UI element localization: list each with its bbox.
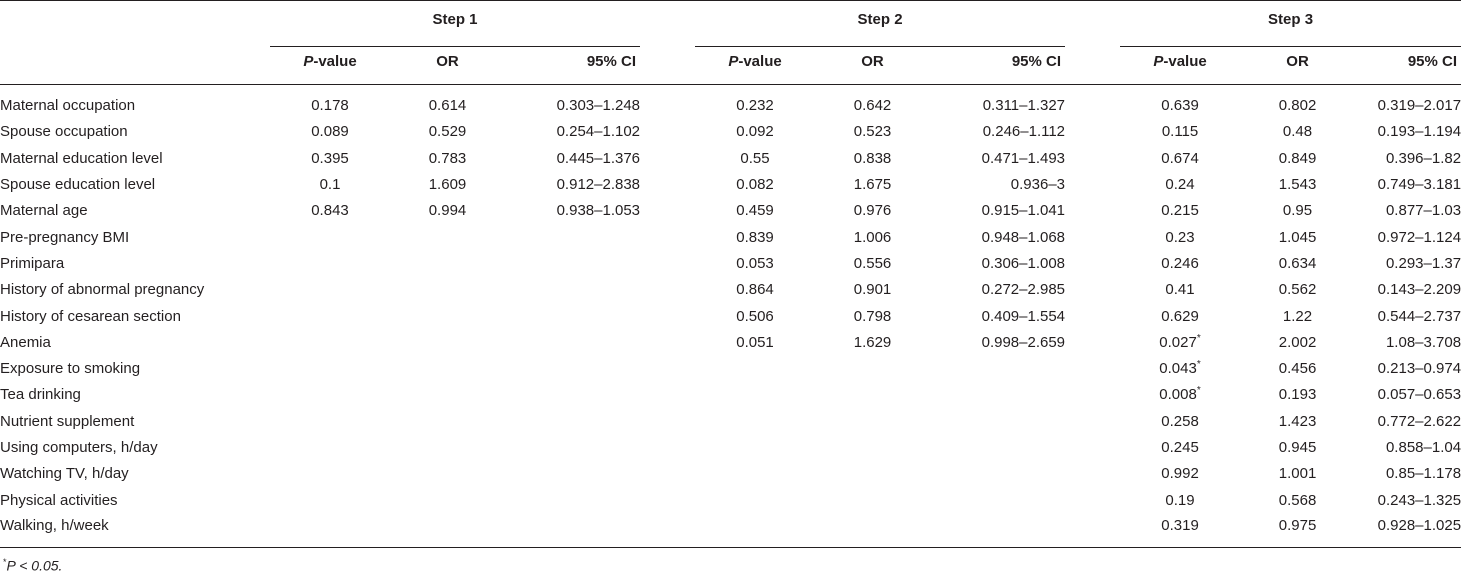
table-row bbox=[0, 513, 1461, 547]
row-label: Physical activities bbox=[0, 491, 118, 509]
column-gap bbox=[1065, 355, 1120, 381]
column-gap bbox=[1065, 434, 1120, 460]
p-value-cell bbox=[270, 329, 390, 355]
row-label: Walking, h/week bbox=[0, 513, 270, 547]
column-gap bbox=[1065, 93, 1120, 119]
column-gap bbox=[640, 382, 695, 408]
ci-header: 95% CI bbox=[1011, 53, 1062, 70]
or-cell bbox=[815, 382, 930, 408]
header-gap bbox=[640, 47, 695, 85]
ci-cell bbox=[930, 513, 1065, 547]
or-cell: 0.634 bbox=[1278, 254, 1317, 272]
row-label: Spouse occupation bbox=[0, 123, 128, 141]
or-cell: 0.95 bbox=[1282, 202, 1313, 220]
p-value-cell bbox=[695, 513, 815, 547]
ci-cell bbox=[930, 487, 1065, 513]
row-label: Maternal age bbox=[0, 202, 88, 220]
column-gap bbox=[1065, 487, 1120, 513]
or-cell bbox=[390, 487, 505, 513]
ci-header: 95% CI bbox=[1407, 53, 1458, 70]
table-row bbox=[0, 224, 1461, 250]
column-gap bbox=[640, 355, 695, 381]
p-value-header: P-value bbox=[728, 53, 782, 70]
p-value-cell bbox=[270, 461, 390, 487]
ci-cell: 0.915–1.041 bbox=[981, 202, 1066, 220]
ci-cell bbox=[505, 303, 640, 329]
p-value-cell: 0.674 bbox=[1161, 149, 1199, 167]
or-cell: 0.849 bbox=[1278, 149, 1317, 167]
significance-mark: * bbox=[1196, 359, 1201, 371]
column-gap bbox=[640, 408, 695, 434]
or-cell bbox=[390, 303, 505, 329]
p-value-cell: 0.24 bbox=[1165, 176, 1195, 194]
p-value-cell bbox=[270, 355, 390, 381]
column-gap bbox=[640, 224, 695, 250]
ci-cell: 1.08–3.708 bbox=[1385, 333, 1461, 351]
row-label: Exposure to smoking bbox=[0, 360, 141, 378]
column-header-row bbox=[0, 47, 1461, 85]
p-value-header: P-value bbox=[303, 53, 357, 70]
p-value-cell: 0.115 bbox=[1161, 123, 1199, 141]
p-value-cell: 0.839 bbox=[736, 228, 774, 246]
or-cell: 0.456 bbox=[1278, 360, 1317, 378]
p-value-cell: 0.232 bbox=[736, 97, 774, 115]
p-value-cell: 0.629 bbox=[1161, 307, 1199, 325]
or-cell: 1.609 bbox=[428, 176, 467, 194]
ci-cell bbox=[505, 329, 640, 355]
ci-cell bbox=[505, 250, 640, 276]
or-cell bbox=[815, 355, 930, 381]
table-row bbox=[0, 382, 1461, 408]
or-cell bbox=[815, 487, 930, 513]
table-row bbox=[0, 355, 1461, 381]
ci-cell bbox=[505, 355, 640, 381]
header-gap bbox=[1065, 1, 1120, 47]
row-label: History of cesarean section bbox=[0, 307, 181, 325]
table-row bbox=[0, 277, 1461, 303]
p-value-cell bbox=[695, 382, 815, 408]
p-value-cell: 0.027* bbox=[1159, 332, 1201, 351]
ci-header: 95% CI bbox=[586, 53, 637, 70]
p-value-cell bbox=[270, 303, 390, 329]
ci-cell: 0.858–1.04 bbox=[1385, 439, 1461, 456]
ci-cell: 0.311–1.327 bbox=[982, 97, 1066, 115]
column-gap bbox=[640, 119, 695, 145]
or-cell bbox=[390, 355, 505, 381]
p-value-cell bbox=[695, 408, 815, 434]
p-value-cell: 0.008* bbox=[1159, 385, 1201, 404]
ci-cell: 0.243–1.325 bbox=[1377, 491, 1461, 509]
p-value-cell: 0.1 bbox=[319, 176, 341, 194]
ci-cell: 0.213–0.974 bbox=[1377, 360, 1461, 378]
column-gap bbox=[640, 329, 695, 355]
p-value-cell: 0.41 bbox=[1165, 281, 1195, 299]
ci-cell: 0.928–1.025 bbox=[1355, 513, 1461, 547]
header-rule bbox=[0, 85, 1461, 93]
or-cell: 0.798 bbox=[853, 307, 892, 325]
or-cell bbox=[390, 250, 505, 276]
p-value-cell bbox=[270, 487, 390, 513]
column-gap bbox=[1065, 329, 1120, 355]
column-gap bbox=[1065, 461, 1120, 487]
table-row bbox=[0, 434, 1461, 460]
column-gap bbox=[1065, 408, 1120, 434]
ci-cell bbox=[930, 461, 1065, 487]
row-label: History of abnormal pregnancy bbox=[0, 281, 205, 299]
or-cell: 0.901 bbox=[853, 281, 892, 299]
column-gap bbox=[640, 198, 695, 224]
ci-cell: 0.057–0.653 bbox=[1377, 386, 1461, 404]
ci-cell bbox=[505, 277, 640, 303]
or-cell: 1.543 bbox=[1278, 176, 1317, 194]
significance-mark: * bbox=[1196, 332, 1201, 344]
ci-cell bbox=[930, 434, 1065, 460]
ci-cell: 0.143–2.209 bbox=[1377, 281, 1461, 299]
row-label: Anemia bbox=[0, 333, 51, 351]
ci-cell: 0.306–1.008 bbox=[981, 254, 1066, 272]
header-gap bbox=[1065, 47, 1120, 85]
p-value-cell bbox=[695, 487, 815, 513]
ci-cell: 0.972–1.124 bbox=[1377, 228, 1461, 246]
footnote bbox=[3, 557, 62, 574]
or-cell: 0.945 bbox=[1278, 439, 1317, 456]
or-cell: 1.006 bbox=[853, 228, 892, 246]
or-cell bbox=[390, 434, 505, 460]
ci-cell: 0.936–3 bbox=[1010, 176, 1066, 194]
header-gap bbox=[640, 1, 695, 47]
row-label: Maternal education level bbox=[0, 149, 163, 167]
or-cell bbox=[390, 513, 505, 547]
or-cell: 0.783 bbox=[428, 149, 467, 167]
p-value-cell bbox=[270, 250, 390, 276]
ci-cell bbox=[505, 382, 640, 408]
or-cell: 0.48 bbox=[1282, 123, 1313, 141]
or-cell: 0.838 bbox=[853, 149, 892, 167]
ci-cell: 0.772–2.622 bbox=[1377, 412, 1461, 430]
table-row bbox=[0, 119, 1461, 145]
ci-cell: 0.445–1.376 bbox=[556, 149, 641, 167]
ci-cell: 0.319–2.017 bbox=[1377, 97, 1461, 115]
row-label: Maternal occupation bbox=[0, 97, 136, 115]
column-gap bbox=[1065, 513, 1120, 547]
or-cell: 2.002 bbox=[1278, 333, 1317, 351]
or-cell: 0.193 bbox=[1278, 386, 1317, 404]
ci-cell: 0.396–1.82 bbox=[1385, 149, 1461, 167]
row-label: Primipara bbox=[0, 254, 65, 272]
row-label: Tea drinking bbox=[0, 386, 81, 404]
p-value-header: P-value bbox=[1153, 53, 1207, 70]
step-2-header: Step 2 bbox=[695, 1, 1065, 47]
p-value-cell: 0.082 bbox=[736, 176, 774, 194]
p-value-cell: 0.992 bbox=[1161, 465, 1199, 483]
table-row bbox=[0, 487, 1461, 513]
or-cell bbox=[815, 461, 930, 487]
ci-cell bbox=[505, 408, 640, 434]
or-header: OR bbox=[1286, 53, 1309, 70]
table-row bbox=[0, 408, 1461, 434]
or-cell: 0.523 bbox=[853, 123, 892, 141]
or-cell: 0.642 bbox=[853, 97, 892, 115]
ci-cell bbox=[505, 461, 640, 487]
table-row bbox=[0, 329, 1461, 355]
column-gap bbox=[640, 250, 695, 276]
column-gap bbox=[640, 145, 695, 171]
p-value-cell: 0.053 bbox=[736, 254, 774, 272]
p-value-cell bbox=[695, 434, 815, 460]
or-cell bbox=[390, 408, 505, 434]
column-gap bbox=[1065, 382, 1120, 408]
table-row bbox=[0, 461, 1461, 487]
table-body bbox=[0, 85, 1461, 548]
or-cell: 0.802 bbox=[1278, 97, 1317, 115]
empty-header-cell bbox=[0, 1, 270, 47]
footnote-text: P < 0.05. bbox=[6, 557, 63, 574]
column-gap bbox=[1065, 171, 1120, 197]
ci-cell: 0.948–1.068 bbox=[981, 228, 1066, 246]
or-cell: 0.562 bbox=[1278, 281, 1317, 299]
ci-cell bbox=[505, 513, 640, 547]
column-gap bbox=[1065, 277, 1120, 303]
p-value-cell: 0.395 bbox=[311, 149, 349, 167]
column-gap bbox=[1065, 145, 1120, 171]
ci-cell bbox=[930, 355, 1065, 381]
row-label: Pre-pregnancy BMI bbox=[0, 228, 130, 246]
or-cell bbox=[390, 329, 505, 355]
p-value-cell bbox=[270, 382, 390, 408]
or-cell: 1.675 bbox=[853, 176, 892, 194]
p-value-cell: 0.245 bbox=[1161, 439, 1199, 456]
p-value-cell: 0.051 bbox=[736, 333, 774, 351]
row-label: Watching TV, h/day bbox=[0, 465, 129, 483]
ci-cell: 0.246–1.112 bbox=[982, 123, 1066, 141]
p-value-cell bbox=[695, 461, 815, 487]
or-cell bbox=[390, 277, 505, 303]
ci-cell bbox=[505, 487, 640, 513]
or-cell bbox=[390, 224, 505, 250]
p-value-cell: 0.092 bbox=[736, 123, 774, 141]
ci-cell: 0.193–1.194 bbox=[1377, 123, 1461, 141]
footnote-mark: * bbox=[3, 557, 7, 567]
or-cell bbox=[815, 408, 930, 434]
ci-cell: 0.293–1.37 bbox=[1385, 254, 1461, 272]
row-label: Using computers, h/day bbox=[0, 439, 158, 456]
or-cell: 0.556 bbox=[853, 254, 892, 272]
step-1-header: Step 1 bbox=[270, 1, 640, 47]
p-value-cell: 0.639 bbox=[1161, 97, 1199, 115]
or-header: OR bbox=[436, 53, 459, 70]
column-gap bbox=[640, 487, 695, 513]
or-cell bbox=[815, 434, 930, 460]
table-row bbox=[0, 171, 1461, 197]
row-label: Nutrient supplement bbox=[0, 412, 135, 430]
significance-mark: * bbox=[1196, 385, 1201, 397]
p-value-cell bbox=[695, 355, 815, 381]
p-value-cell: 0.246 bbox=[1161, 254, 1199, 272]
ci-cell: 0.85–1.178 bbox=[1385, 465, 1461, 483]
column-gap bbox=[1065, 224, 1120, 250]
p-value-cell: 0.215 bbox=[1161, 202, 1199, 220]
or-cell bbox=[390, 382, 505, 408]
or-cell bbox=[815, 513, 930, 547]
p-value-cell bbox=[270, 434, 390, 460]
table-row bbox=[0, 303, 1461, 329]
table-row bbox=[0, 93, 1461, 119]
empty-header-cell bbox=[0, 47, 270, 85]
or-header: OR bbox=[861, 53, 884, 70]
p-value-cell: 0.55 bbox=[740, 149, 770, 167]
row-label: Spouse education level bbox=[0, 176, 156, 194]
column-gap bbox=[640, 171, 695, 197]
ci-cell: 0.409–1.554 bbox=[981, 307, 1066, 325]
column-gap bbox=[640, 93, 695, 119]
or-cell: 1.22 bbox=[1282, 307, 1313, 325]
table-row bbox=[0, 145, 1461, 171]
table-row bbox=[0, 250, 1461, 276]
p-value-cell: 0.089 bbox=[311, 123, 349, 141]
ci-cell: 0.471–1.493 bbox=[981, 149, 1066, 167]
column-gap bbox=[1065, 250, 1120, 276]
p-value-cell: 0.19 bbox=[1165, 491, 1195, 509]
column-gap bbox=[1065, 303, 1120, 329]
ci-cell bbox=[930, 382, 1065, 408]
ci-cell bbox=[505, 434, 640, 460]
p-value-cell: 0.843 bbox=[311, 202, 349, 220]
p-value-cell bbox=[270, 408, 390, 434]
or-cell: 1.045 bbox=[1278, 228, 1317, 246]
column-gap bbox=[640, 461, 695, 487]
column-gap bbox=[640, 513, 695, 547]
column-gap bbox=[1065, 198, 1120, 224]
ci-cell: 0.272–2.985 bbox=[981, 281, 1066, 299]
ci-cell: 0.877–1.03 bbox=[1385, 202, 1461, 220]
ci-cell: 0.938–1.053 bbox=[556, 202, 641, 220]
table-row bbox=[0, 198, 1461, 224]
column-gap bbox=[1065, 119, 1120, 145]
ci-cell: 0.749–3.181 bbox=[1377, 176, 1461, 194]
column-gap bbox=[640, 303, 695, 329]
or-cell: 0.614 bbox=[428, 97, 467, 115]
ci-cell bbox=[505, 224, 640, 250]
p-value-cell: 0.506 bbox=[736, 307, 774, 325]
p-value-cell: 0.178 bbox=[311, 97, 349, 115]
ci-cell: 0.912–2.838 bbox=[556, 176, 641, 194]
p-value-cell: 0.258 bbox=[1161, 412, 1199, 430]
p-value-cell bbox=[270, 224, 390, 250]
step-header-row bbox=[0, 1, 1461, 47]
or-cell: 0.529 bbox=[428, 123, 467, 141]
ci-cell: 0.303–1.248 bbox=[556, 97, 641, 115]
or-cell: 0.975 bbox=[1240, 513, 1355, 547]
ci-cell: 0.254–1.102 bbox=[556, 123, 641, 141]
or-cell: 0.568 bbox=[1278, 491, 1317, 509]
p-value-cell: 0.23 bbox=[1165, 228, 1195, 246]
ci-cell bbox=[930, 408, 1065, 434]
p-value-cell bbox=[270, 513, 390, 547]
p-value-cell: 0.864 bbox=[736, 281, 774, 299]
column-gap bbox=[640, 277, 695, 303]
or-cell: 1.629 bbox=[853, 333, 892, 351]
ci-cell: 0.544–2.737 bbox=[1377, 307, 1461, 325]
ci-cell: 0.998–2.659 bbox=[981, 333, 1066, 351]
p-value-cell: 0.043* bbox=[1159, 359, 1201, 378]
p-value-cell bbox=[270, 277, 390, 303]
step-3-header: Step 3 bbox=[1120, 1, 1461, 47]
or-cell bbox=[390, 461, 505, 487]
or-cell: 1.423 bbox=[1278, 412, 1317, 430]
or-cell: 1.001 bbox=[1278, 465, 1317, 483]
p-value-cell: 0.459 bbox=[736, 202, 774, 220]
column-gap bbox=[640, 434, 695, 460]
or-cell: 0.976 bbox=[853, 202, 892, 220]
or-cell: 0.994 bbox=[428, 202, 467, 220]
p-value-cell: 0.319 bbox=[1120, 513, 1240, 547]
